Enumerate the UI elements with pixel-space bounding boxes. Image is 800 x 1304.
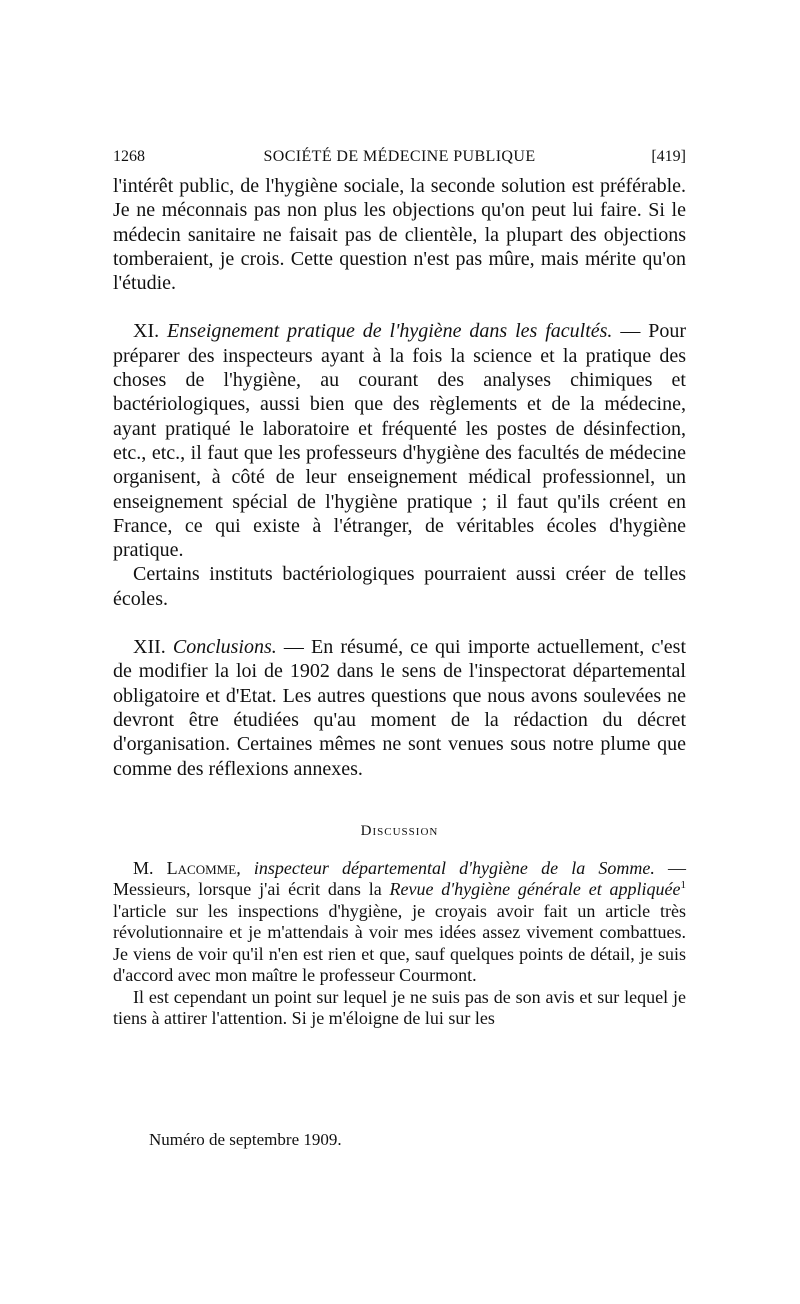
issue-number: [419] [651, 148, 686, 165]
section-xi-paragraph-2: Certains instituts bactériologiques pourraient aussi créer de telles écoles. [113, 563, 686, 610]
journal-name: Revue d'hygiène générale et appliquée [389, 879, 681, 900]
discussion-text-b: l'article sur les inspections d'hygiène, je croyais avoir fait un article très révolutionnaire et je m'attendais à voir mes idées assez vivement combattues. Je viens de voir qu'il n'en est rien et que, sauf quelques points de détail, je suis d'accord avec mon maître le professeur Courmont. [113, 900, 686, 986]
section-xii-title: Conclusions. [172, 636, 277, 659]
discussion-heading: Discussion [360, 822, 439, 839]
running-head [113, 148, 686, 174]
document-page [113, 148, 686, 1030]
speaker-role: , inspecteur départemental d'hygiène de la Somme. [236, 857, 655, 878]
footnote-mark: 1 [680, 879, 686, 892]
page-number: 1268 [113, 148, 145, 165]
discussion-dash: — [654, 857, 687, 878]
section-xi-body: Pour préparer des inspecteurs ayant à la fois la science et la pratique des choses de l'hygiène, au courant des analyses chimiques et bactériologiques, aussi bien que des règlements et de la médecine, ayant pratiqué le laboratoire et fréquenté les postes de désinfection, etc., etc., il faut que les professeurs d'hygiène des facultés de médecine organisent, à côté de leur enseignement médical professionnel, un enseignement spécial de l'hygiène pratique ; il faut qu'ils créent en France, ce qui existe à l'étranger, de véritables écoles d'hygiène pratique. [113, 320, 686, 562]
section-xi-paragraph [113, 319, 686, 562]
section-xi-title: Enseignement pratique de l'hygiène dans les facultés. [167, 320, 613, 343]
journal-title: SOCIÉTÉ DE MÉDECINE PUBLIQUE [263, 148, 536, 165]
section-xii-body: En résumé, ce qui importe actuellement, c'est de modifier la loi de 1902 dans le sens de l'inspectorat départemental obligatoire et d'Etat. Les autres questions que nous avons soulevées ne devront être étudiées qu'au moment de la rédaction du décret d'organisation. Certaines mêmes ne sont venues sous notre plume que comme des réflexions annexes. [113, 636, 686, 780]
discussion-text-a: Messieurs, lorsque j'ai écrit dans la [113, 879, 390, 900]
section-xi-number: XI. [133, 320, 160, 343]
paragraph-continuation: l'intérêt public, de l'hygiène sociale, la seconde solution est préférable. Je ne méconnais pas non plus les objections qu'on peut lui faire. Si le médecin sanitaire ne faisait pas de clientèle, la plupart des objections tomberaient, je crois. Cette question n'est pas mûre, mais mérite qu'on l'étudie. [113, 175, 686, 295]
section-xii-paragraph [113, 635, 686, 781]
section-xi-dash: — [612, 320, 649, 343]
discussion-paragraph [113, 858, 686, 987]
section-xii-number: XII. [133, 636, 166, 659]
footnote [149, 1130, 342, 1150]
discussion-paragraph-2: Il est cependant un point sur lequel je ne suis pas de son avis et sur lequel je tiens à attirer l'attention. Si je m'éloigne de lui sur les [113, 986, 686, 1029]
footnote-text: Numéro de septembre 1909. [149, 1130, 342, 1149]
speaker-name: Lacomme [166, 857, 237, 878]
section-xii-dash: — [276, 636, 311, 659]
speaker-prefix: M. [133, 857, 167, 878]
